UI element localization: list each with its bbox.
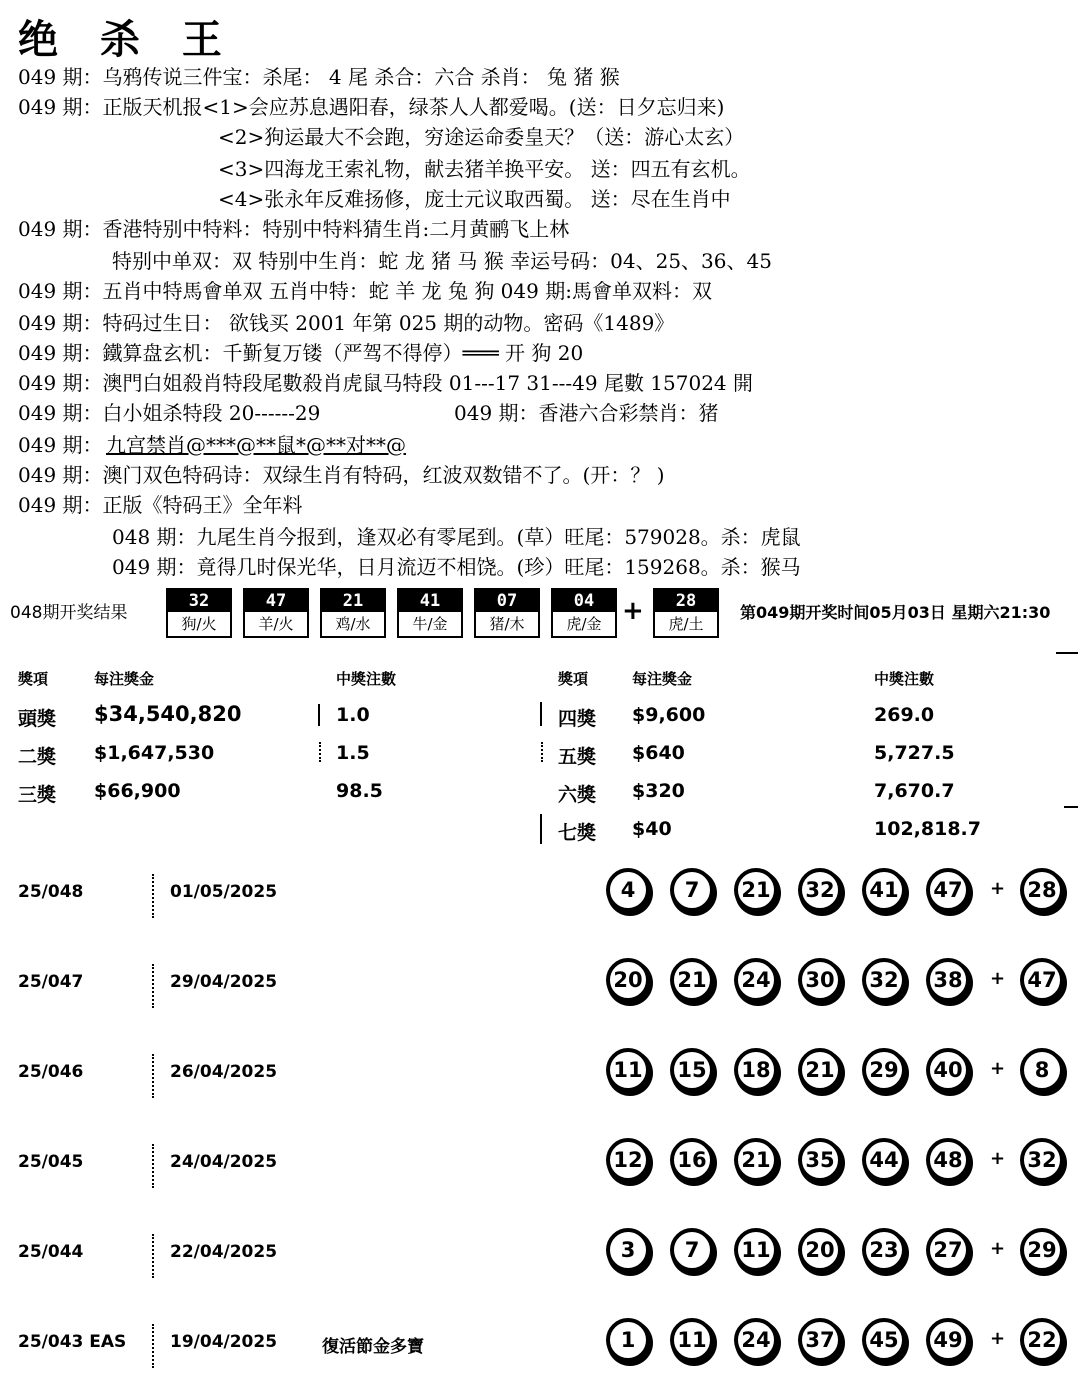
draw-special-ball: 28 [1020,868,1064,912]
text-line: <4>张永年反难扬修，庞士元议取西蜀。 送：尽在生肖中 [218,187,731,211]
prize-amount: $34,540,820 [94,702,242,726]
text-line: 049 期：香港六合彩禁肖：猪 [454,401,719,425]
result-special-ball [653,588,719,638]
prize-amount: $66,900 [94,780,181,802]
result-number: 47 [245,590,307,612]
draw-ball: 24 [734,1318,778,1362]
result-zodiac: 牛/金 [412,615,448,633]
draw-ball: 3 [606,1228,650,1272]
draw-ball: 4 [606,868,650,912]
text-line: 048 期：九尾生肖今报到，逢双必有零尾到。(草）旺尾：579028。杀：虎鼠 [112,525,801,549]
draw-date: 19/04/2025 [170,1332,278,1352]
draw-ball: 48 [926,1138,970,1182]
draw-ball: 24 [734,958,778,1002]
result-number: 41 [399,590,461,612]
draw-ball: 30 [798,958,842,1002]
result-ball [320,588,386,638]
result-zodiac: 猪/木 [489,615,525,633]
prize-count: 269.0 [874,704,935,726]
plus-sign: + [990,968,1006,989]
draw-date: 26/04/2025 [170,1062,278,1082]
text-line-underlined: 九宫禁肖@***@**鼠*@**对**@ [106,433,406,457]
text-line: 049 期：鐵算盘玄机：千斳复万镂（严驾不得停）═══ 开 狗 20 [18,341,584,365]
draw-date: 24/04/2025 [170,1152,278,1172]
result-number: 07 [476,590,538,612]
result-ball [397,588,463,638]
divider [152,1054,156,1098]
text-line: <3>四海龙王索礼物，献去猪羊换平安。 送：四五有玄机。 [218,157,751,181]
draw-ball: 45 [862,1318,906,1362]
draw-ball: 38 [926,958,970,1002]
draw-ball: 21 [734,1138,778,1182]
divider [541,742,545,762]
result-number: 21 [322,590,384,612]
draw-ball: 47 [926,868,970,912]
draw-ball: 12 [606,1138,650,1182]
divider [540,814,542,844]
plus-sign: + [990,1328,1006,1349]
draw-id: 25/045 [18,1152,84,1172]
edge-tick [1056,652,1078,654]
prize-name: 五獎 [558,746,597,768]
prize-header-amount: 每注獎金 [94,670,155,688]
divider [540,702,542,726]
draw-ball: 20 [606,958,650,1002]
draw-ball: 11 [734,1228,778,1272]
text-line: 049 期：白小姐杀特段 20------29 [18,401,321,425]
draw-id: 25/043 EAS [18,1332,127,1352]
prize-header-item: 獎項 [18,670,49,688]
draw-date: 01/05/2025 [170,882,278,902]
prize-header-item: 獎項 [558,670,589,688]
plus-sign: + [622,596,644,626]
prize-amount: $40 [632,818,672,840]
plus-sign: + [990,1238,1006,1259]
result-zodiac: 狗/火 [181,615,217,633]
divider [152,1234,156,1278]
draw-date: 22/04/2025 [170,1242,278,1262]
result-ball [551,588,617,638]
next-draw-time: 第049期开奖时间05月03日 星期六21:30 [740,603,1051,622]
draw-special-ball: 29 [1020,1228,1064,1272]
prize-name: 三獎 [18,784,57,806]
prize-name: 頭獎 [18,708,57,730]
divider [318,704,320,726]
prize-name: 四獎 [558,708,597,730]
prize-count: 98.5 [336,780,383,802]
prize-name: 二獎 [18,746,57,768]
text-line: 049 期：香港特别中特料：特别中特料猜生肖:二月黄鹂飞上林 [18,217,570,241]
draw-special-ball: 8 [1020,1048,1064,1092]
draw-special-ball: 32 [1020,1138,1064,1182]
prize-count: 102,818.7 [874,818,981,840]
draw-ball: 11 [670,1318,714,1362]
text-line: 049 期：特码过生日： 欲钱买 2001 年第 025 期的动物。密码《1489》 [18,311,675,335]
draw-ball: 11 [606,1048,650,1092]
draw-ball: 21 [670,958,714,1002]
text-line: 049 期： [18,433,103,457]
result-zodiac: 虎/金 [566,615,602,633]
draw-ball: 7 [670,1228,714,1272]
result-number: 32 [168,590,230,612]
plus-sign: + [990,1058,1006,1079]
result-ball [474,588,540,638]
draw-ball: 27 [926,1228,970,1272]
draw-id: 25/046 [18,1062,84,1082]
result-number: 04 [553,590,615,612]
prize-amount: $9,600 [632,704,706,726]
page-title: 绝 杀 王 [18,16,236,63]
draw-special-ball: 47 [1020,958,1064,1002]
draw-ball: 41 [862,868,906,912]
edge-tick [1064,806,1078,808]
draw-ball: 20 [798,1228,842,1272]
result-zodiac: 虎/土 [668,615,704,633]
prize-count: 7,670.7 [874,780,955,802]
draw-id: 25/048 [18,882,84,902]
result-ball [166,588,232,638]
draw-ball: 16 [670,1138,714,1182]
plus-sign: + [990,878,1006,899]
text-line: 049 期：澳門白姐殺肖特段尾數殺肖虎鼠马特段 01---17 31---49 尾數 157024 開 [18,371,754,395]
draw-date: 29/04/2025 [170,972,278,992]
draw-ball: 23 [862,1228,906,1272]
prize-header-amount: 每注獎金 [632,670,693,688]
text-line: 049 期：竟得几时保光华，日月流迈不相饶。(珍）旺尾：159268。杀：猴马 [112,555,801,579]
result-number: 28 [655,590,717,612]
prize-amount: $640 [632,742,685,764]
draw-ball: 21 [798,1048,842,1092]
divider [152,1324,156,1368]
draw-ball: 37 [798,1318,842,1362]
prize-amount: $1,647,530 [94,742,215,764]
prize-count: 1.0 [336,704,370,726]
prize-header-count: 中獎注數 [336,670,397,688]
result-zodiac: 羊/火 [258,615,294,633]
draw-id: 25/044 [18,1242,84,1262]
text-line: 049 期：正版《特码王》全年料 [18,493,303,517]
text-line: 049 期：正版天机报<1>会应苏息遇阳春，绿茶人人都爱喝。(送：日夕忘归来) [18,95,725,119]
prize-name: 六獎 [558,784,597,806]
draw-ball: 35 [798,1138,842,1182]
plus-sign: + [990,1148,1006,1169]
prize-header-count: 中獎注數 [874,670,935,688]
prize-count: 5,727.5 [874,742,955,764]
draw-ball: 40 [926,1048,970,1092]
draw-ball: 32 [862,958,906,1002]
draw-special-ball: 22 [1020,1318,1064,1362]
draw-note: 復活節金多寶 [322,1337,424,1357]
divider [152,1144,156,1188]
text-line: <2>狗运最大不会跑，穷途运命委皇天？（送：游心太玄） [218,125,745,149]
draw-ball: 21 [734,868,778,912]
prize-count: 1.5 [336,742,370,764]
text-line: 049 期：乌鸦传说三件宝：杀尾： 4 尾 杀合：六合 杀肖： 兔 猪 猴 [18,65,620,89]
draw-ball: 29 [862,1048,906,1092]
draw-ball: 18 [734,1048,778,1092]
prize-amount: $320 [632,780,685,802]
results-label: 048期开奖结果 [10,603,128,623]
divider [319,742,323,762]
result-ball [243,588,309,638]
prize-name: 七獎 [558,822,597,844]
draw-ball: 15 [670,1048,714,1092]
text-line: 049 期：五肖中特馬會单双 五肖中特：蛇 羊 龙 兔 狗 049 期:馬會单双料：双 [18,279,712,303]
draw-ball: 49 [926,1318,970,1362]
text-line: 特别中单双：双 特别中生肖：蛇 龙 猪 马 猴 幸运号码：04、25、36、45 [112,249,772,273]
draw-id: 25/047 [18,972,84,992]
divider [152,964,156,1008]
draw-ball: 44 [862,1138,906,1182]
draw-ball: 32 [798,868,842,912]
draw-ball: 7 [670,868,714,912]
draw-ball: 1 [606,1318,650,1362]
text-line: 049 期：澳门双色特码诗：双绿生肖有特码，红波双数错不了。(开：？ ) [18,463,665,487]
divider [152,874,156,918]
result-zodiac: 鸡/水 [335,615,371,633]
